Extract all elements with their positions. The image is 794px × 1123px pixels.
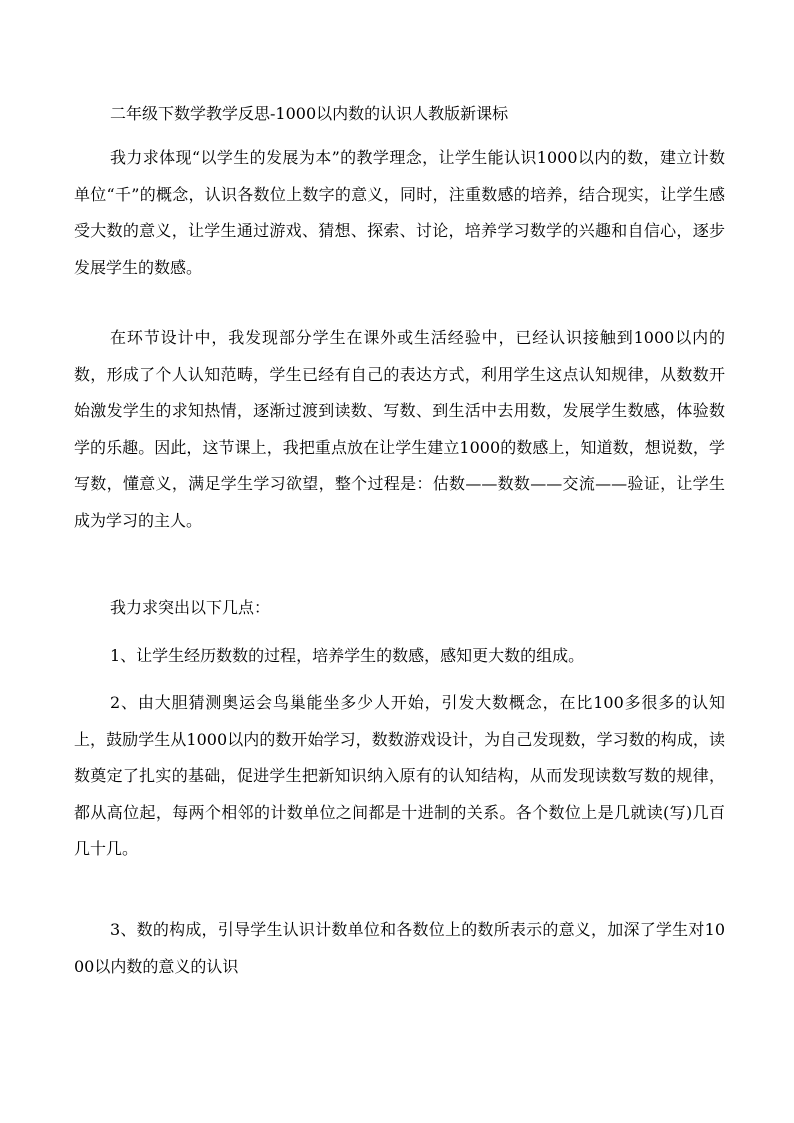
paragraph-point-3: 3、数的构成，引导学生认识计数单位和各数位上的数所表示的意义，加深了学生对1000以内数的意义的认识 [74, 920, 725, 976]
document-title: 二年级下数学教学反思-1000以内数的认识人教版新课标 [110, 104, 509, 123]
paragraph-design: 在环节设计中，我发现部分学生在课外或生活经验中，已经认识接触到1000以内的数，形成了个人认知范畴，学生已经有自己的表达方式，利用学生这点认知规律，从数数开始激发学生的求知热情，逐渐过渡到读数、写数、到生活中去用数，发展学生数感，体验数学的乐趣。因此，这节课上，我把重点放在让学生建立1000的数感上，知道数，想说数，学写数，懂意义，满足学生学习欲望，整个过程是：估数——数数——交流——验证，让学生成为学习的主人。 [74, 328, 725, 530]
paragraph-point-1: 1、让学生经历数数的过程，培养学生的数感，感知更大数的组成。 [110, 646, 585, 665]
paragraph-intro: 我力求体现“以学生的发展为本”的教学理念，让学生能认识1000以内的数，建立计数单位“千”的概念，认识各数位上数字的意义，同时，注重数感的培养，结合现实，让学生感受大数的意义，让学生通过游戏、猜想、探索、讨论，培养学习数学的兴趣和自信心，逐步发展学生的数感。 [74, 148, 725, 277]
paragraph-points-heading: 我力求突出以下几点： [110, 598, 271, 617]
paragraph-point-2: 2、由大胆猜测奥运会鸟巢能坐多少人开始，引发大数概念，在比100多很多的认知上，鼓励学生从1000以内的数开始学习，数数游戏设计，为自己发现数，学习数的构成，读数奠定了扎实的基础，促进学生把新知识纳入原有的认知结构，从而发现读数写数的规律，都从高位起，每两个相邻的计数单位之间都是十进制的关系。各个数位上是几就读(写)几百几十几。 [74, 693, 725, 858]
